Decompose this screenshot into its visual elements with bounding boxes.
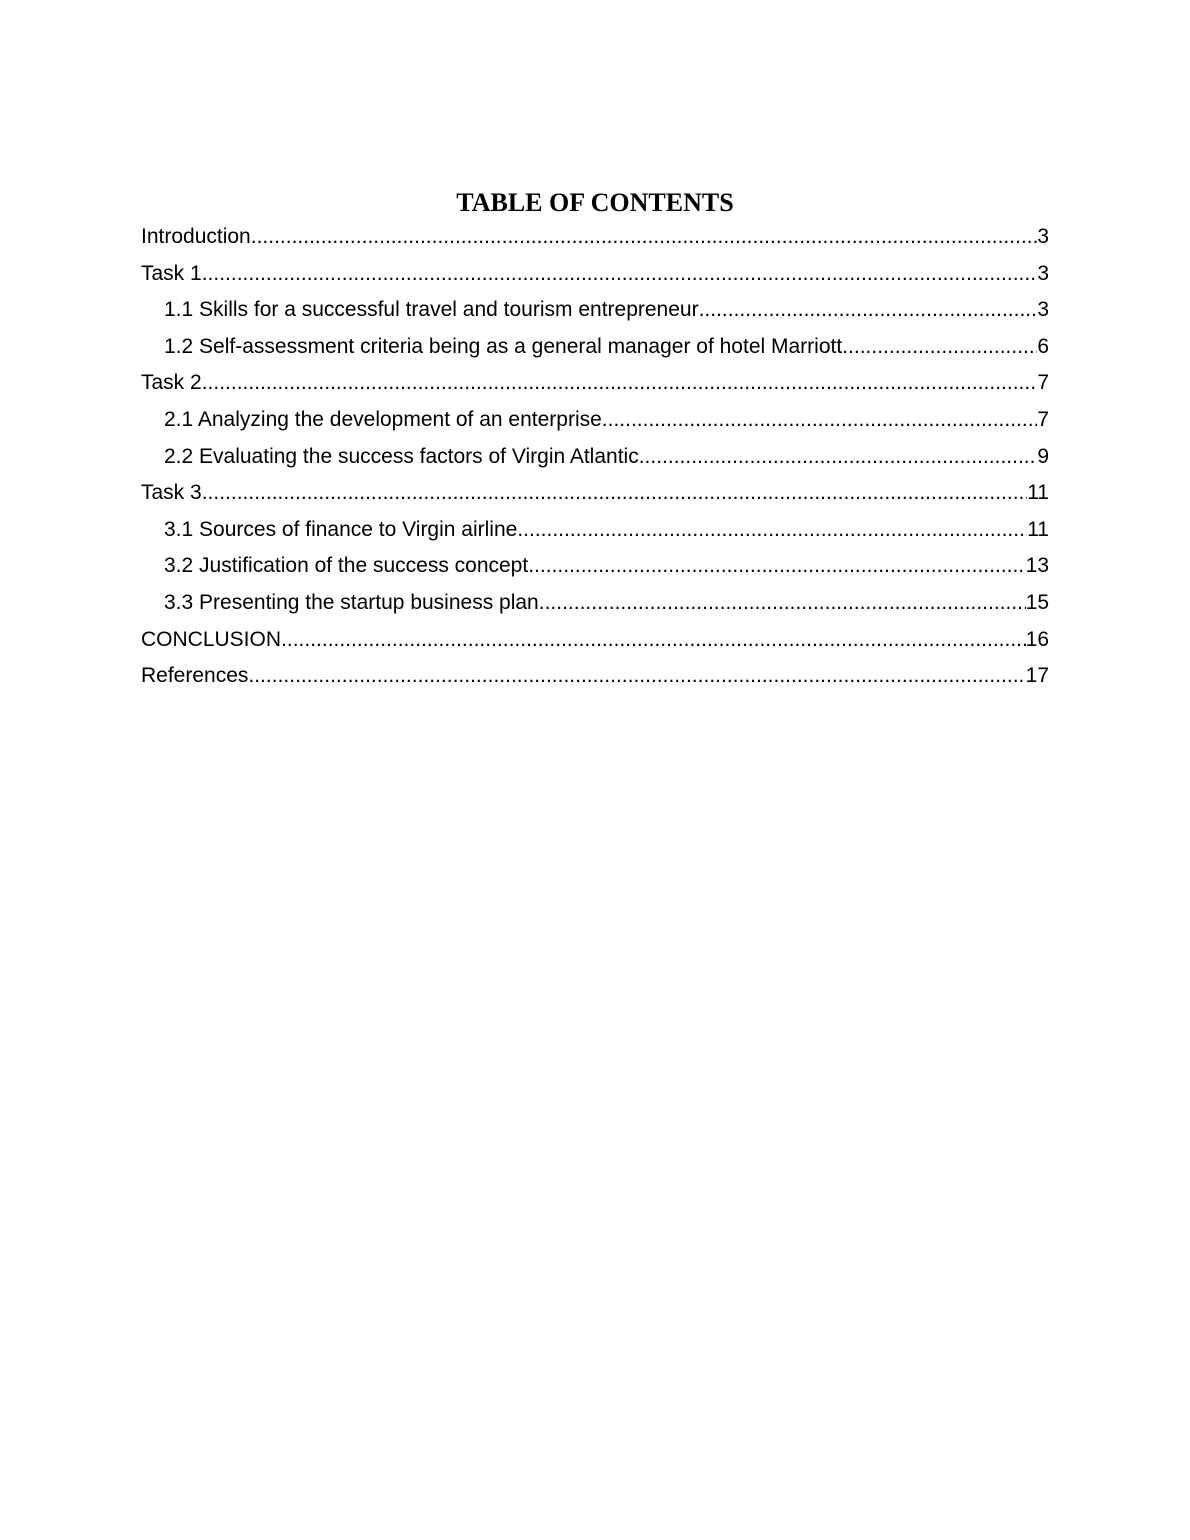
- toc-entry-page: 16: [1025, 627, 1049, 651]
- dot-leader: [639, 439, 1038, 476]
- dot-leader: [539, 585, 1026, 622]
- toc-entry-text: 2.1 Analyzing the development of an enterprise: [164, 407, 602, 431]
- dot-leader: [248, 658, 1025, 695]
- dot-leader: [699, 292, 1038, 329]
- toc-entry-page: 11: [1027, 481, 1049, 505]
- toc-entry-page: 11: [1027, 517, 1049, 541]
- toc-entry-page: 13: [1025, 554, 1049, 578]
- toc-entry-text: Task 3: [141, 481, 202, 505]
- toc-entry-text: 3.2 Justification of the success concept: [164, 554, 529, 578]
- toc-entry-text: Task 2: [141, 371, 202, 395]
- dot-leader: [202, 256, 1038, 293]
- toc-entry-text: CONCLUSION: [141, 627, 282, 651]
- dot-leader: [842, 329, 1037, 366]
- toc-entry-3-2[interactable]: [141, 548, 1049, 585]
- toc-entry-task-1[interactable]: [141, 256, 1049, 293]
- toc-entry-2-2[interactable]: [141, 439, 1049, 476]
- toc-entry-page: 6: [1037, 334, 1049, 358]
- toc-entry-page: 9: [1037, 444, 1049, 468]
- toc-entry-3-1[interactable]: [141, 512, 1049, 549]
- dot-leader: [202, 475, 1027, 512]
- toc-entry-introduction[interactable]: [141, 219, 1049, 256]
- toc-entry-references[interactable]: [141, 658, 1049, 695]
- toc-title: TABLE OF CONTENTS: [456, 188, 734, 217]
- toc-entry-text: 3.3 Presenting the startup business plan: [164, 590, 539, 614]
- toc-entry-text: 1.1 Skills for a successful travel and tourism entrepreneur: [164, 298, 699, 322]
- dot-leader: [281, 622, 1026, 659]
- toc-entry-text: 3.1 Sources of finance to Virgin airline: [164, 517, 518, 541]
- dot-leader: [202, 365, 1038, 402]
- toc-entry-page: 7: [1037, 371, 1049, 395]
- toc-entry-text: Task 1: [141, 261, 202, 285]
- toc-entry-1-2[interactable]: [141, 329, 1049, 366]
- toc-entry-page: 15: [1025, 590, 1049, 614]
- toc-entry-page: 3: [1037, 298, 1049, 322]
- toc-list: [141, 219, 1049, 695]
- toc-entry-3-3[interactable]: [141, 585, 1049, 622]
- toc-entry-text: 2.2 Evaluating the success factors of Virgin Atlantic: [164, 444, 639, 468]
- toc-entry-conclusion[interactable]: [141, 622, 1049, 659]
- toc-entry-page: 3: [1037, 225, 1049, 248]
- toc-entry-2-1[interactable]: [141, 402, 1049, 439]
- toc-entry-task-2[interactable]: [141, 365, 1049, 402]
- dot-leader: [602, 402, 1038, 439]
- dot-leader: [251, 219, 1038, 256]
- toc-entry-text: Introduction: [141, 225, 251, 248]
- dot-leader: [517, 512, 1027, 549]
- toc-entry-page: 17: [1025, 664, 1049, 688]
- toc-entry-text: References: [141, 664, 249, 688]
- dot-leader: [528, 548, 1025, 585]
- toc-entry-text: 1.2 Self-assessment criteria being as a general manager of hotel Marriott: [164, 334, 843, 358]
- toc-entry-task-3[interactable]: [141, 475, 1049, 512]
- toc-entry-page: 3: [1037, 261, 1049, 285]
- toc-entry-1-1[interactable]: [141, 292, 1049, 329]
- toc-entry-page: 7: [1037, 407, 1049, 431]
